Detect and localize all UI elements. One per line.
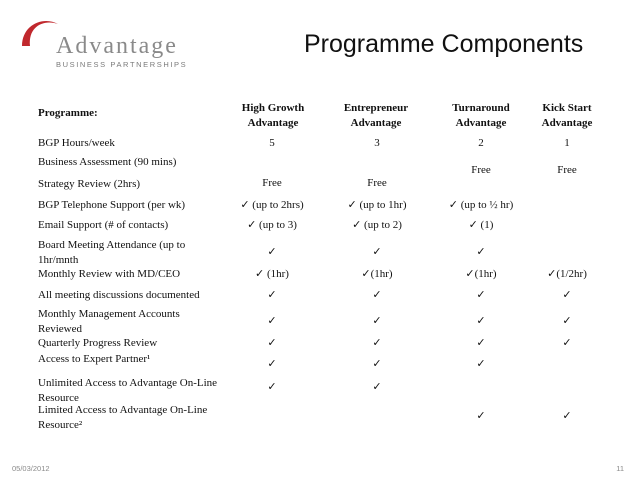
- cell-value: ✓: [372, 358, 382, 370]
- cell-value: ✓: [476, 358, 486, 370]
- cell-value: ✓: [476, 337, 486, 349]
- header-kick-start: Kick Start Advantage: [541, 102, 593, 129]
- cell-value: ✓: [562, 289, 572, 301]
- cell-value: Free: [557, 164, 577, 176]
- cell-value: ✓ (up to 2): [352, 219, 402, 231]
- header-high-growth: High Growth Advantage: [241, 102, 305, 129]
- cell-value: ✓: [372, 337, 382, 349]
- cell-value: ✓(1/2hr): [547, 268, 587, 280]
- header-turnaround: Turnaround Advantage: [452, 102, 510, 129]
- cell-value: ✓: [476, 246, 486, 258]
- cell-value: ✓ (up to 1hr): [347, 199, 407, 211]
- row-label-unlimited-access: Unlimited Access to Advantage On-Line Resource: [38, 377, 218, 404]
- cell-value: ✓: [372, 246, 382, 258]
- row-label-bgp-hours: BGP Hours/week: [38, 137, 115, 149]
- swoosh-icon: [18, 10, 58, 66]
- row-label-expert-partner: Access to Expert Partner¹: [38, 353, 151, 365]
- cell-value: ✓: [562, 337, 572, 349]
- cell-value: ✓(1hr): [465, 268, 497, 280]
- cell-value: Free: [471, 164, 491, 176]
- cell-value: Free: [262, 177, 282, 189]
- cell-value: ✓: [267, 315, 277, 327]
- cell-value: Free: [367, 177, 387, 189]
- cell-value: ✓: [267, 381, 277, 393]
- page-title: Programme Components: [304, 30, 584, 58]
- cell-value: ✓ (up to 3): [247, 219, 297, 231]
- cell-value: ✓(1hr): [361, 268, 393, 280]
- row-label-management-accounts: Monthly Management Accounts Reviewed: [38, 308, 180, 335]
- logo-wordmark: Advantage: [56, 33, 178, 59]
- header-programme: Programme:: [38, 107, 98, 119]
- cell-value: 5: [269, 137, 275, 149]
- cell-value: ✓: [476, 289, 486, 301]
- row-label-email-support: Email Support (# of contacts): [38, 219, 169, 231]
- cell-value: 1: [564, 137, 570, 149]
- cell-value: 2: [478, 137, 484, 149]
- row-label-strategy-review: Strategy Review (2hrs): [38, 178, 141, 190]
- cell-value: ✓: [476, 410, 486, 422]
- advantage-logo: [18, 10, 188, 69]
- cell-value: ✓: [372, 315, 382, 327]
- row-label-telephone-support: BGP Telephone Support (per wk): [38, 199, 186, 211]
- logo-tagline: BUSINESS PARTNERSHIPS: [56, 60, 188, 69]
- row-label-monthly-review: Monthly Review with MD/CEO: [38, 268, 181, 280]
- row-label-quarterly-review: Quarterly Progress Review: [38, 337, 158, 349]
- row-label-limited-access: Limited Access to Advantage On-Line Resource²: [38, 404, 208, 431]
- cell-value: ✓ (up to 2hrs): [240, 199, 304, 211]
- cell-value: ✓: [372, 289, 382, 301]
- cell-value: ✓: [562, 410, 572, 422]
- cell-value: ✓ (1): [468, 219, 494, 231]
- cell-value: ✓: [267, 358, 277, 370]
- row-label-business-assessment: Business Assessment (90 mins): [38, 156, 177, 168]
- cell-value: ✓ (1hr): [255, 268, 289, 280]
- footer-date: 05/03/2012: [12, 464, 50, 473]
- page-number: 11: [616, 464, 624, 473]
- row-label-board-meeting: Board Meeting Attendance (up to 1hr/mnth: [38, 239, 186, 266]
- cell-value: ✓: [267, 246, 277, 258]
- cell-value: ✓ (up to ½ hr): [448, 199, 514, 211]
- header-entrepreneur: Entrepreneur Advantage: [343, 102, 409, 129]
- cell-value: ✓: [267, 337, 277, 349]
- cell-value: ✓: [372, 381, 382, 393]
- cell-value: 3: [374, 137, 380, 149]
- cell-value: ✓: [267, 289, 277, 301]
- row-label-meeting-discussions: All meeting discussions documented: [38, 289, 200, 301]
- cell-value: ✓: [476, 315, 486, 327]
- cell-value: ✓: [562, 315, 572, 327]
